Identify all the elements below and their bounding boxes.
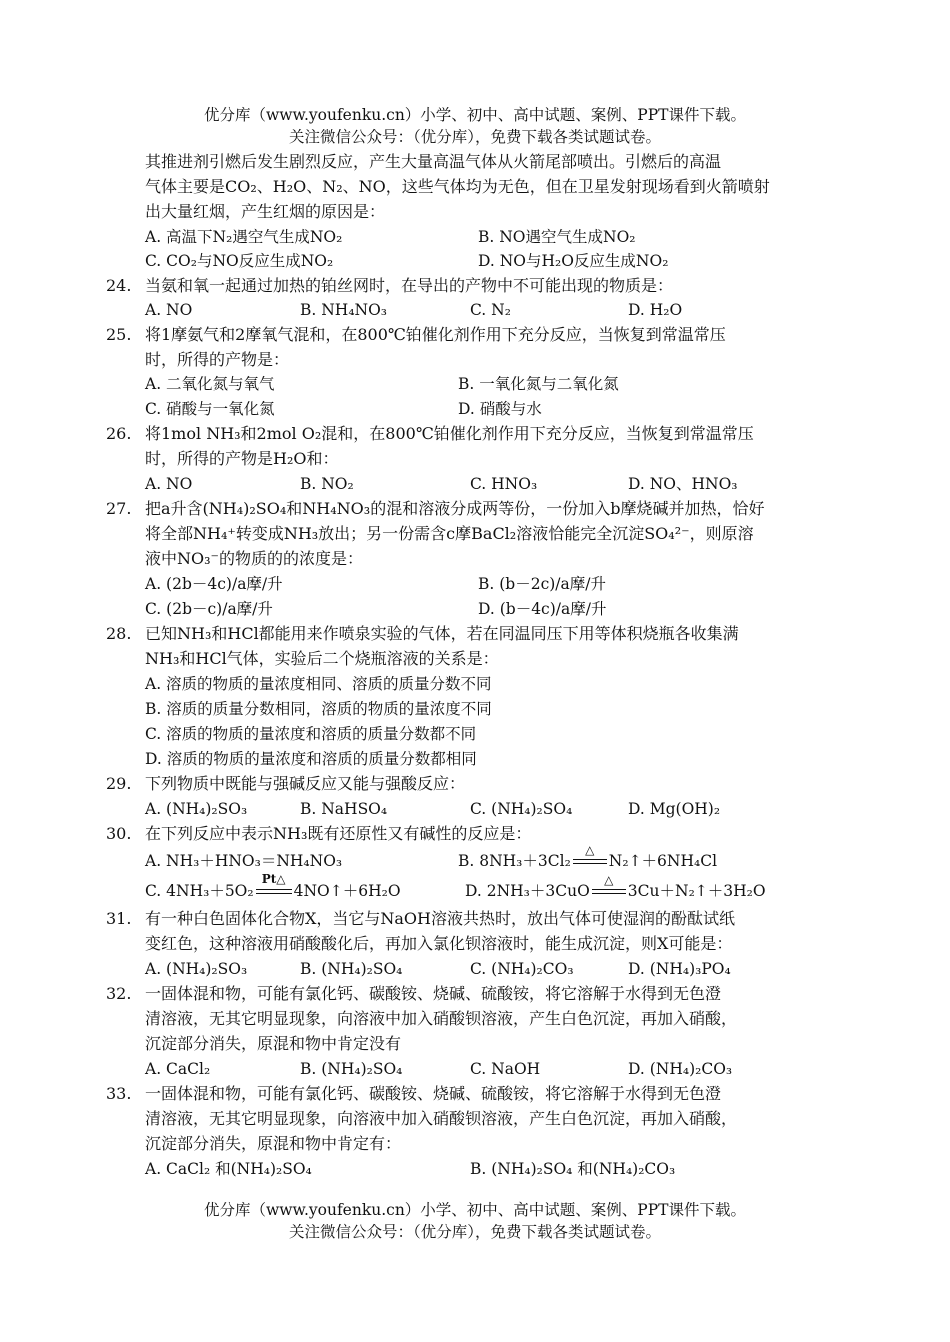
q30-option-c bbox=[145, 872, 401, 903]
q25-option-d: D. 硝酸与水 bbox=[458, 400, 542, 418]
q27-option-a: A. (2b－4c)/a摩/升 bbox=[145, 575, 283, 593]
q24-option-b: B. NH₄NO₃ bbox=[300, 301, 388, 319]
q31-option-d: D. (NH₄)₃PO₄ bbox=[628, 960, 731, 978]
reaction-arrow-pt bbox=[254, 872, 294, 903]
q30-option-a: A. NH₃＋HNO₃＝NH₄NO₃ bbox=[145, 852, 343, 870]
footer-line-2: 关注微信公众号：（优分库），免费下载各类试题试卷。 bbox=[288, 1223, 661, 1241]
q31-stem-1: 有一种白色固体化合物X，当它与NaOH溶液共热时，放出气体可使湿润的酚酞试纸 bbox=[145, 909, 736, 928]
q32-number: 32. bbox=[106, 984, 132, 1003]
q25-stem-2: 时，所得的产物是： bbox=[145, 350, 290, 369]
q24-option-d: D. H₂O bbox=[628, 301, 683, 319]
q30-option-d bbox=[465, 873, 766, 903]
q28-option-b: B. 溶质的质量分数相同，溶质的物质的量浓度不同 bbox=[145, 700, 492, 718]
q29-option-b: B. NaHSO₄ bbox=[300, 800, 388, 818]
q29-stem: 下列物质中既能与强碱反应又能与强酸反应： bbox=[145, 774, 466, 793]
q25-option-a: A. 二氧化氮与氧气 bbox=[145, 375, 275, 393]
q33-option-b: B. (NH₄)₂SO₄ 和(NH₄)₂CO₃ bbox=[470, 1160, 676, 1178]
q30-number: 30. bbox=[106, 824, 132, 843]
pt-catalyst-label: Pt△ bbox=[261, 872, 286, 886]
q30-c-reactants: C. 4NH₃＋5O₂ bbox=[145, 882, 254, 900]
q30-c-products: 4NO↑＋6H₂O bbox=[293, 882, 401, 900]
q29-option-a: A. (NH₄)₂SO₃ bbox=[145, 800, 248, 818]
q24-number: 24. bbox=[106, 276, 132, 295]
q26-stem-2: 时，所得的产物是H₂O和： bbox=[145, 449, 339, 468]
q25-option-b: B. 一氧化氮与二氧化氮 bbox=[458, 375, 619, 393]
q28-option-c: C. 溶质的物质的量浓度和溶质的质量分数都不同 bbox=[145, 725, 477, 743]
q24-stem: 当氨和氧一起通过加热的铂丝网时，在导出的产物中不可能出现的物质是： bbox=[145, 276, 674, 295]
q33-number: 33. bbox=[106, 1084, 132, 1103]
q29-number: 29. bbox=[106, 774, 132, 793]
q23-option-c: C. CO₂与NO反应生成NO₂ bbox=[145, 252, 334, 270]
q33-option-a: A. CaCl₂ 和(NH₄)₂SO₄ bbox=[145, 1160, 312, 1178]
q31-number: 31. bbox=[106, 909, 132, 928]
q33-stem-1: 一固体混和物，可能有氯化钙、碳酸铵、烧碱、硫酸铵，将它溶解于水得到无色澄 bbox=[145, 1084, 722, 1103]
q27-stem-2: 将全部NH₄⁺转变成NH₃放出；另一份需含c摩BaCl₂溶液恰能完全沉淀SO₄²⁻，则原溶 bbox=[145, 524, 754, 543]
q26-option-d: D. NO、HNO₃ bbox=[628, 475, 738, 493]
q26-stem-1: 将1mol NH₃和2mol O₂混和，在800℃铂催化剂作用下充分反应，当恢复到常温常压 bbox=[145, 424, 754, 443]
q33-stem-3: 沉淀部分消失，原混和物中肯定有： bbox=[145, 1134, 402, 1153]
header-line-2: 关注微信公众号：（优分库），免费下载各类试题试卷。 bbox=[288, 128, 661, 146]
q23-option-d: D. NO与H₂O反应生成NO₂ bbox=[478, 252, 669, 270]
q23-line-2: 气体主要是CO₂、H₂O、N₂、NO，这些气体均为无色，但在卫星发射现场看到火箭喷射 bbox=[145, 177, 770, 196]
q29-option-d: D. Mg(OH)₂ bbox=[628, 800, 721, 818]
q25-number: 25. bbox=[106, 325, 132, 344]
q26-option-c: C. HNO₃ bbox=[470, 475, 538, 493]
reaction-arrow-heat bbox=[571, 843, 609, 873]
q30-b-reactants: B. 8NH₃＋3Cl₂ bbox=[458, 852, 571, 870]
q27-stem-3: 液中NO₃⁻的物质的的浓度是： bbox=[145, 549, 363, 568]
footer-line-1: 优分库（www.youfenku.cn）小学、初中、高中试题、案例、PPT课件下载。 bbox=[203, 1201, 747, 1219]
q31-option-a: A. (NH₄)₂SO₃ bbox=[145, 960, 248, 978]
q31-option-c: C. (NH₄)₂CO₃ bbox=[470, 960, 574, 978]
q29-option-c: C. (NH₄)₂SO₄ bbox=[470, 800, 573, 818]
q23-line-3: 出大量红烟，产生红烟的原因是： bbox=[145, 202, 386, 221]
q28-stem-2: NH₃和HCl气体，实验后二个烧瓶溶液的关系是： bbox=[145, 649, 499, 668]
q30-d-reactants: D. 2NH₃＋3CuO bbox=[465, 882, 590, 900]
q30-d-products: 3Cu＋N₂↑＋3H₂O bbox=[627, 882, 766, 900]
q30-option-b bbox=[458, 843, 718, 873]
q25-option-c: C. 硝酸与一氧化氮 bbox=[145, 400, 275, 418]
reaction-arrow-heat-2 bbox=[590, 873, 628, 903]
q33-stem-2: 清溶液，无其它明显现象，向溶液中加入硝酸钡溶液，产生白色沉淀，再加入硝酸， bbox=[145, 1109, 738, 1128]
q23-option-a: A. 高温下N₂遇空气生成NO₂ bbox=[145, 228, 343, 246]
q31-option-b: B. (NH₄)₂SO₄ bbox=[300, 960, 403, 978]
q27-number: 27. bbox=[106, 499, 132, 518]
q23-option-b: B. NO遇空气生成NO₂ bbox=[478, 228, 636, 246]
q32-stem-3: 沉淀部分消失，原混和物中肯定没有 bbox=[145, 1034, 402, 1053]
q26-number: 26. bbox=[106, 424, 132, 443]
q32-option-d: D. (NH₄)₂CO₃ bbox=[628, 1060, 733, 1078]
q28-number: 28. bbox=[106, 624, 132, 643]
q27-option-d: D. (b－4c)/a摩/升 bbox=[478, 600, 607, 618]
q27-option-c: C. (2b－c)/a摩/升 bbox=[145, 600, 273, 618]
q31-stem-2: 变红色，这种溶液用硝酸酸化后，再加入氯化钡溶液时，能生成沉淀，则X可能是： bbox=[145, 934, 733, 953]
q27-stem-1: 把a升含(NH₄)₂SO₄和NH₄NO₃的混和溶液分成两等份，一份加入b摩烧碱并加热，恰好 bbox=[145, 499, 765, 518]
q28-option-d: D. 溶质的物质的量浓度和溶质的质量分数都相同 bbox=[145, 750, 477, 768]
q24-option-c: C. N₂ bbox=[470, 301, 511, 319]
q32-option-a: A. CaCl₂ bbox=[145, 1060, 211, 1078]
q28-option-a: A. 溶质的物质的量浓度相同、溶质的质量分数不同 bbox=[145, 675, 492, 693]
q32-option-c: C. NaOH bbox=[470, 1060, 541, 1078]
heat-symbol: △ bbox=[585, 843, 595, 857]
header-line-1: 优分库（www.youfenku.cn）小学、初中、高中试题、案例、PPT课件下载。 bbox=[203, 106, 747, 124]
q32-stem-1: 一固体混和物，可能有氯化钙、碳酸铵、烧碱、硫酸铵，将它溶解于水得到无色澄 bbox=[145, 984, 722, 1003]
q32-option-b: B. (NH₄)₂SO₄ bbox=[300, 1060, 403, 1078]
q32-stem-2: 清溶液，无其它明显现象，向溶液中加入硝酸钡溶液，产生白色沉淀，再加入硝酸， bbox=[145, 1009, 738, 1028]
q24-option-a: A. NO bbox=[145, 301, 193, 319]
q27-option-b: B. (b－2c)/a摩/升 bbox=[478, 575, 606, 593]
q30-b-products: N₂↑＋6NH₄Cl bbox=[608, 852, 718, 870]
q28-stem-1: 已知NH₃和HCl都能用来作喷泉实验的气体，若在同温同压下用等体积烧瓶各收集满 bbox=[145, 624, 739, 643]
q26-option-a: A. NO bbox=[145, 475, 193, 493]
q23-line-1: 其推进剂引燃后发生剧烈反应，产生大量高温气体从火箭尾部喷出。引燃后的高温 bbox=[145, 152, 722, 171]
heat-symbol-2: △ bbox=[604, 873, 614, 887]
q26-option-b: B. NO₂ bbox=[300, 475, 354, 493]
q25-stem-1: 将1摩氨气和2摩氧气混和，在800℃铂催化剂作用下充分反应，当恢复到常温常压 bbox=[145, 325, 726, 344]
q30-stem: 在下列反应中表示NH₃既有还原性又有碱性的反应是： bbox=[145, 824, 532, 843]
